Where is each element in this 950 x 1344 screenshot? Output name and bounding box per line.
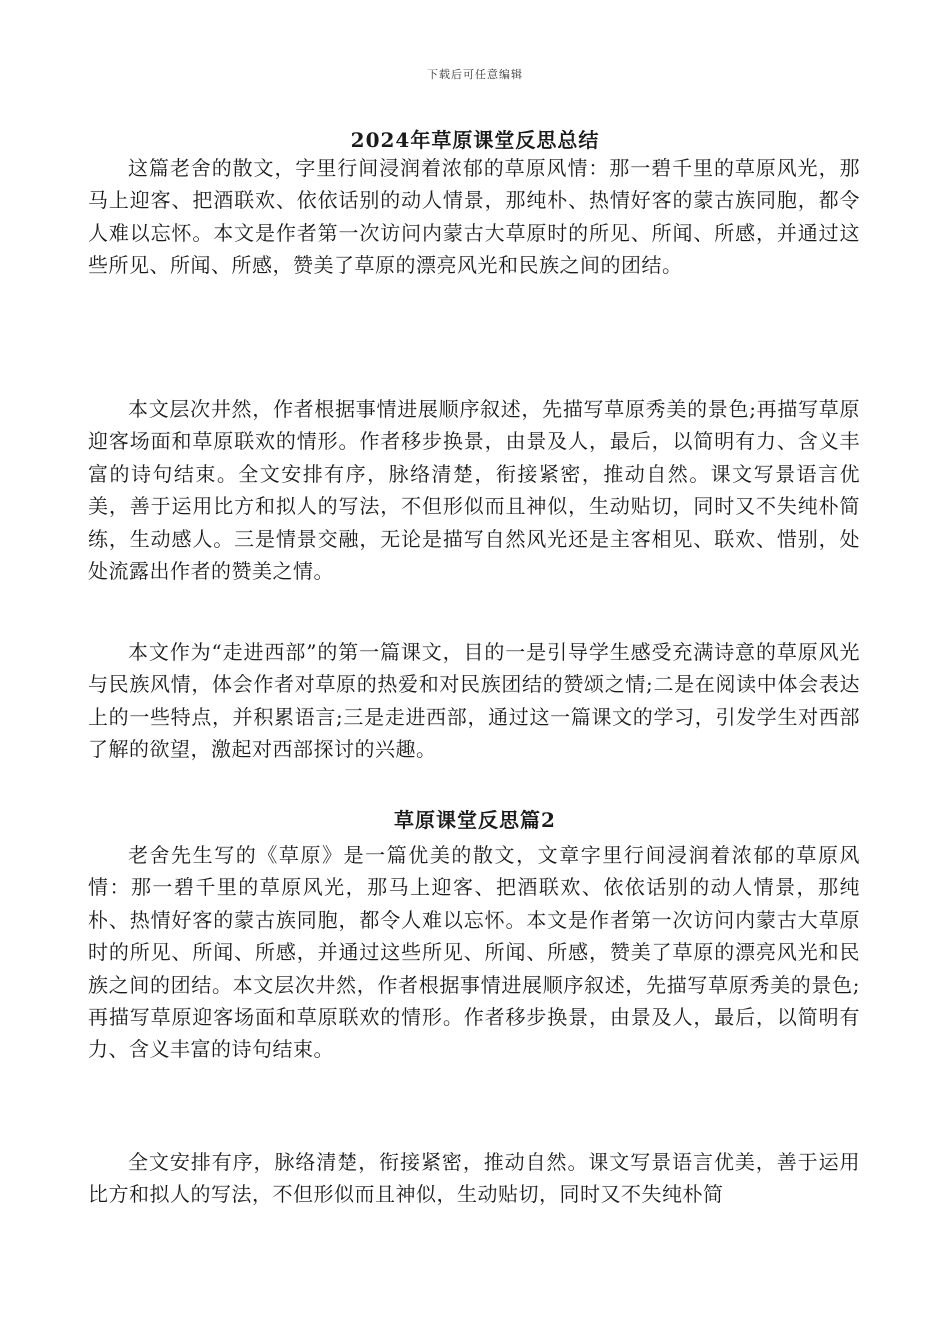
paragraph: 本文层次井然，作者根据事情进展顺序叙述，先描写草原秀美的景色;再描写草原迎客场面和草原联欢的情形。作者移步换景，由景及人，最后，以简明有力、含义丰富的诗句结束。全文安排有序，脉络清楚，衔接紧密，推动自然。课文写景语言优美，善于运用比方和拟人的写法，不但形似而且神似，生动贴切，同时又不失纯朴简练，生动感人。三是情景交融，无论是描写自然风光还是主客相见、联欢、惜别，处处流露出作者的赞美之情。 [88, 397, 860, 584]
paragraph: 全文安排有序，脉络清楚，衔接紧密，推动自然。课文写景语言优美，善于运用比方和拟人的写法，不但形似而且神似，生动贴切，同时又不失纯朴简 [88, 1150, 860, 1207]
paragraph: 本文作为“走进西部”的第一篇课文，目的一是引导学生感受充满诗意的草原风光与民族风情，体会作者对草原的热爱和对民族团结的赞颂之情;二是在阅读中体会表达上的一些特点，并积累语言;三是走进西部，通过这一篇课文的学习，引发学生对西部了解的欲望，激起对西部探讨的兴趣。 [88, 640, 860, 762]
document-title: 2024年草原课堂反思总结 [350, 128, 600, 152]
paragraph: 这篇老舍的散文，字里行间浸润着浓郁的草原风情：那一碧千里的草原风光，那马上迎客、把酒联欢、依依话别的动人情景，那纯朴、热情好客的蒙古族同胞，都令人难以忘怀。本文是作者第一次访问内蒙古大草原时的所见、所闻、所感，并通过这些所见、所闻、所感，赞美了草原的漂亮风光和民族之间的团结。 [88, 156, 860, 278]
paragraph: 老舍先生写的《草原》是一篇优美的散文，文章字里行间浸润着浓郁的草原风情：那一碧千里的草原风光，那马上迎客、把酒联欢、依依话别的动人情景，那纯朴、热情好客的蒙古族同胞，都令人难以忘怀。本文是作者第一次访问内蒙古大草原时的所见、所闻、所感，并通过这些所见、所闻、所感，赞美了草原的漂亮风光和民族之间的团结。本文层次井然，作者根据事情进展顺序叙述，先描写草原秀美的景色;再描写草原迎客场面和草原联欢的情形。作者移步换景，由景及人，最后，以简明有力、含义丰富的诗句结束。 [88, 843, 860, 1062]
header-note: 下载后可任意编辑 [427, 68, 523, 81]
section-title: 草原课堂反思篇2 [394, 808, 556, 832]
